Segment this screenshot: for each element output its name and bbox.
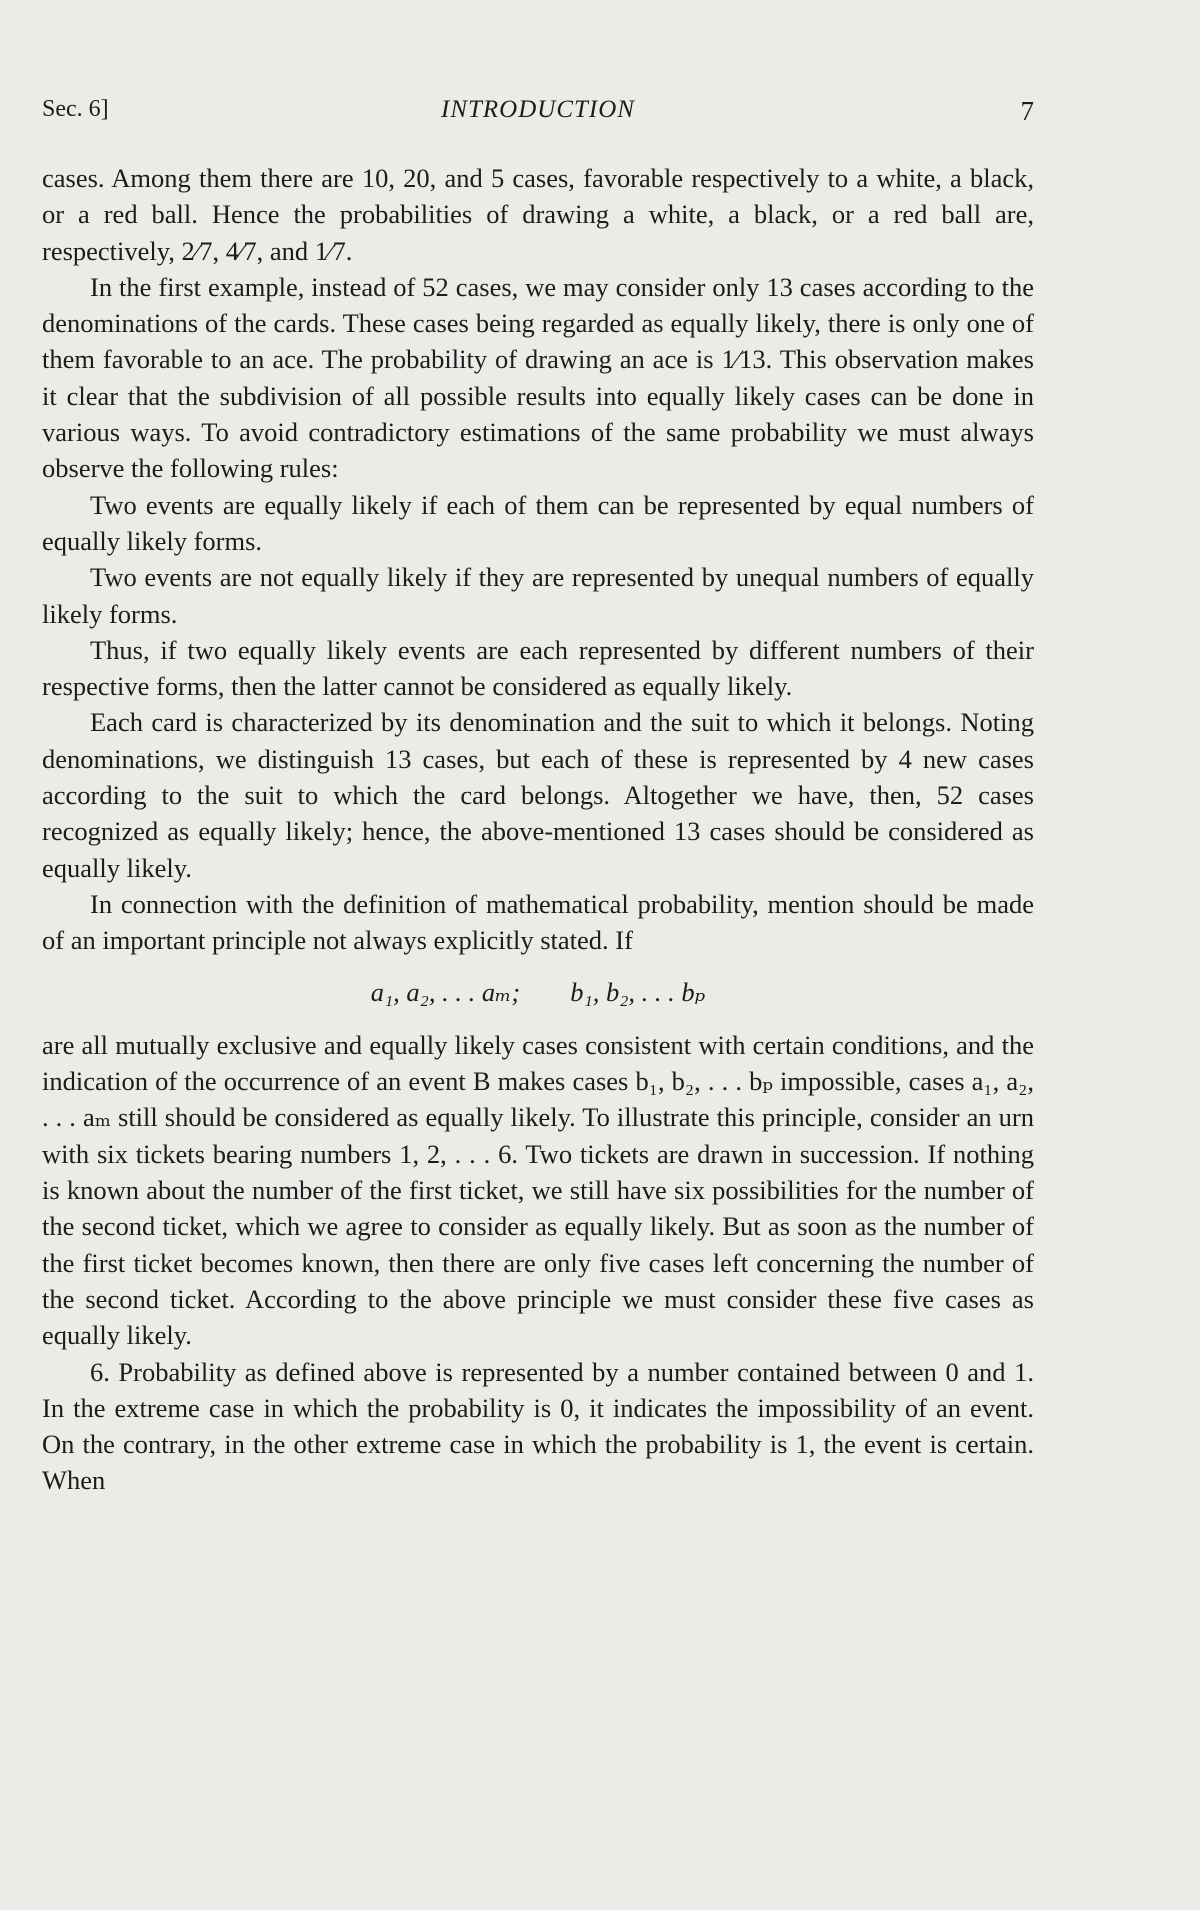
display-formula [42,959,1034,1027]
paragraph: Each card is characterized by its denomination and the suit to which it belongs. Noting denominations, we distinguish 13 cases, but each of these is represented by 4 new cases according to the suit to which the card belongs. Altogether we have, then, 52 cases recognized as equally likely; hence, the above-mentioned 13 cases should be considered as equally likely. [42,707,1034,883]
formula-cases-a: a₁, a₂, . . . aₘ; [370,976,521,1007]
rule-paragraph: Two events are not equally likely if they are represented by unequal numbers of equally likely forms. [42,562,1034,629]
section-reference: Sec. 6] [42,96,109,122]
rule-paragraph: Two events are equally likely if each of them can be represented by equal numbers of equally likely forms. [42,489,1034,556]
running-title: INTRODUCTION [441,96,635,123]
section-6-paragraph: 6. Probability as defined above is represented by a number contained between 0 and 1. In the extreme case in which the probability is 0, it indicates the impossibility of an event. On the contrary, in the other extreme case in which the probability is 1, the event is certain. When [42,1356,1034,1496]
paragraph: Thus, if two equally likely events are each represented by different numbers of their respective forms, then the latter cannot be considered as equally likely. [42,634,1034,702]
paragraph-continued: cases. Among them there are 10, 20, and 5 cases, favorable respectively to a white, a black, or a red ball. Hence the probabilities of drawing a white, a black, or a red ball are, respectively, 2⁄7, 4⁄7, and 1⁄7. [42,163,1034,266]
page-body [42,160,1034,1499]
page-number: 7 [1020,96,1034,126]
paragraph-continued: are all mutually exclusive and equally likely cases consistent with certain conditions, and the indication of the occurrence of an event B makes cases b₁, b₂, . . . bₚ impossible, cases a₁, a₂, . . . aₘ still should be considered as equally likely. To illustrate this principle, consider an urn with six tickets bearing numbers 1, 2, . . . 6. Two tickets are drawn in succession. If nothing is known about the number of the first ticket, we still have six possibilities for the number of the second ticket, which we agree to consider as equally likely. But as soon as the number of the first ticket becomes known, then there are only five cases left concerning the number of the second ticket. According to the above principle we must consider these five cases as equally likely. [42,1029,1034,1351]
page-header [42,96,1034,136]
paragraph: In connection with the definition of mathematical probability, mention should be made of an important principle not always explicitly stated. If [42,888,1034,956]
paragraph: In the first example, instead of 52 cases, we may consider only 13 cases according to the denominations of the cards. These cases being regarded as equally likely, there is only one of them favorable to an ace. The probability of drawing an ace is 1⁄13. This observation makes it clear that the subdivision of all possible results into equally likely cases can be done in various ways. To avoid contradictory estimations of the same probability we must always observe the following rules: [42,271,1034,484]
formula-cases-b: b₁, b₂, . . . bₚ [570,976,706,1007]
